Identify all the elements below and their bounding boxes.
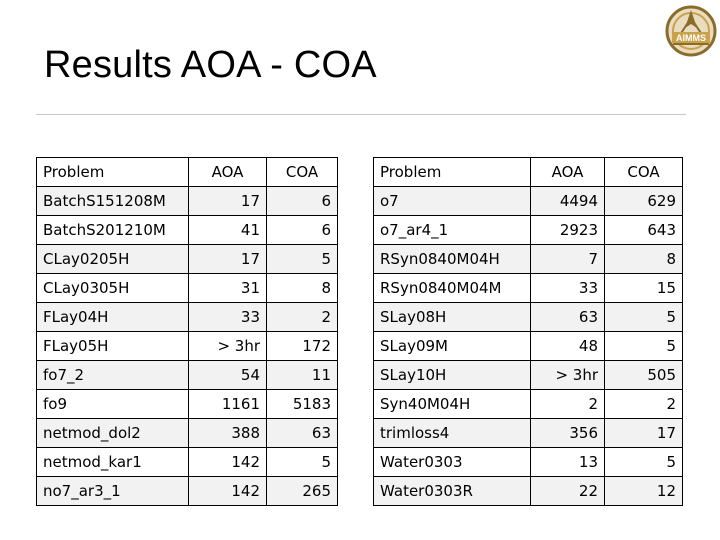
table-row bbox=[37, 361, 338, 390]
cell-problem: RSyn0840M04H bbox=[374, 245, 531, 274]
cell-problem: CLay0205H bbox=[37, 245, 189, 274]
cell-problem: FLay05H bbox=[37, 332, 189, 361]
cell-problem: netmod_dol2 bbox=[37, 419, 189, 448]
cell-aoa: 2923 bbox=[531, 216, 605, 245]
cell-problem: fo9 bbox=[37, 390, 189, 419]
header-problem: Problem bbox=[37, 158, 189, 187]
cell-problem: o7 bbox=[374, 187, 531, 216]
cell-problem: Water0303R bbox=[374, 477, 531, 506]
cell-problem: CLay0305H bbox=[37, 274, 189, 303]
cell-aoa: 142 bbox=[189, 477, 267, 506]
cell-aoa: 31 bbox=[189, 274, 267, 303]
table-row bbox=[37, 274, 338, 303]
table-header-row bbox=[37, 158, 338, 187]
cell-coa: 15 bbox=[605, 274, 683, 303]
cell-coa: 8 bbox=[605, 245, 683, 274]
cell-coa: 265 bbox=[267, 477, 338, 506]
cell-problem: netmod_kar1 bbox=[37, 448, 189, 477]
logo-text: AIMMS bbox=[676, 33, 706, 43]
table-row bbox=[37, 245, 338, 274]
table-row bbox=[374, 274, 683, 303]
cell-problem: o7_ar4_1 bbox=[374, 216, 531, 245]
cell-problem: RSyn0840M04M bbox=[374, 274, 531, 303]
cell-problem: Water0303 bbox=[374, 448, 531, 477]
cell-aoa: 41 bbox=[189, 216, 267, 245]
cell-coa: 12 bbox=[605, 477, 683, 506]
cell-problem: BatchS201210M bbox=[37, 216, 189, 245]
cell-coa: 629 bbox=[605, 187, 683, 216]
cell-aoa: 48 bbox=[531, 332, 605, 361]
cell-aoa: 63 bbox=[531, 303, 605, 332]
cell-aoa: 33 bbox=[189, 303, 267, 332]
cell-aoa: 1161 bbox=[189, 390, 267, 419]
title-divider bbox=[36, 114, 686, 115]
cell-coa: 2 bbox=[267, 303, 338, 332]
table-row bbox=[37, 448, 338, 477]
cell-aoa: > 3hr bbox=[531, 361, 605, 390]
cell-problem: Syn40M04H bbox=[374, 390, 531, 419]
cell-aoa: 388 bbox=[189, 419, 267, 448]
table-row bbox=[37, 216, 338, 245]
results-table-left bbox=[36, 157, 338, 506]
table-row bbox=[374, 216, 683, 245]
table-row bbox=[374, 390, 683, 419]
cell-coa: 63 bbox=[267, 419, 338, 448]
cell-problem: trimloss4 bbox=[374, 419, 531, 448]
table-row bbox=[374, 361, 683, 390]
cell-aoa: 54 bbox=[189, 361, 267, 390]
cell-coa: 5 bbox=[267, 448, 338, 477]
table-row bbox=[37, 477, 338, 506]
table-row bbox=[374, 332, 683, 361]
cell-problem: FLay04H bbox=[37, 303, 189, 332]
cell-coa: 17 bbox=[605, 419, 683, 448]
cell-problem: SLay09M bbox=[374, 332, 531, 361]
cell-coa: 6 bbox=[267, 216, 338, 245]
cell-coa: 5 bbox=[605, 448, 683, 477]
table-row bbox=[374, 187, 683, 216]
cell-coa: 643 bbox=[605, 216, 683, 245]
table-row bbox=[374, 477, 683, 506]
cell-coa: 5183 bbox=[267, 390, 338, 419]
table-row bbox=[374, 448, 683, 477]
cell-coa: 8 bbox=[267, 274, 338, 303]
page-title: Results AOA - COA bbox=[44, 44, 377, 86]
table-row bbox=[374, 245, 683, 274]
table-row bbox=[374, 419, 683, 448]
cell-aoa: 13 bbox=[531, 448, 605, 477]
cell-aoa: 17 bbox=[189, 187, 267, 216]
cell-aoa: 17 bbox=[189, 245, 267, 274]
cell-problem: fo7_2 bbox=[37, 361, 189, 390]
table-row bbox=[37, 332, 338, 361]
cell-aoa: 356 bbox=[531, 419, 605, 448]
table-header-row bbox=[374, 158, 683, 187]
table-row bbox=[374, 303, 683, 332]
header-aoa: AOA bbox=[531, 158, 605, 187]
cell-coa: 505 bbox=[605, 361, 683, 390]
cell-problem: SLay08H bbox=[374, 303, 531, 332]
cell-coa: 6 bbox=[267, 187, 338, 216]
cell-aoa: 4494 bbox=[531, 187, 605, 216]
results-table-right bbox=[373, 157, 683, 506]
header-coa: COA bbox=[267, 158, 338, 187]
cell-aoa: 2 bbox=[531, 390, 605, 419]
cell-coa: 172 bbox=[267, 332, 338, 361]
table-row bbox=[37, 419, 338, 448]
cell-coa: 5 bbox=[267, 245, 338, 274]
header-problem: Problem bbox=[374, 158, 531, 187]
cell-aoa: 33 bbox=[531, 274, 605, 303]
cell-problem: no7_ar3_1 bbox=[37, 477, 189, 506]
cell-aoa: 22 bbox=[531, 477, 605, 506]
cell-aoa: 142 bbox=[189, 448, 267, 477]
cell-aoa: > 3hr bbox=[189, 332, 267, 361]
table-row bbox=[37, 303, 338, 332]
cell-coa: 2 bbox=[605, 390, 683, 419]
cell-aoa: 7 bbox=[531, 245, 605, 274]
header-aoa: AOA bbox=[189, 158, 267, 187]
cell-problem: SLay10H bbox=[374, 361, 531, 390]
table-row bbox=[37, 187, 338, 216]
cell-coa: 5 bbox=[605, 303, 683, 332]
table-row bbox=[37, 390, 338, 419]
header-coa: COA bbox=[605, 158, 683, 187]
cell-coa: 11 bbox=[267, 361, 338, 390]
aimms-logo-icon bbox=[664, 4, 718, 58]
cell-problem: BatchS151208M bbox=[37, 187, 189, 216]
cell-coa: 5 bbox=[605, 332, 683, 361]
